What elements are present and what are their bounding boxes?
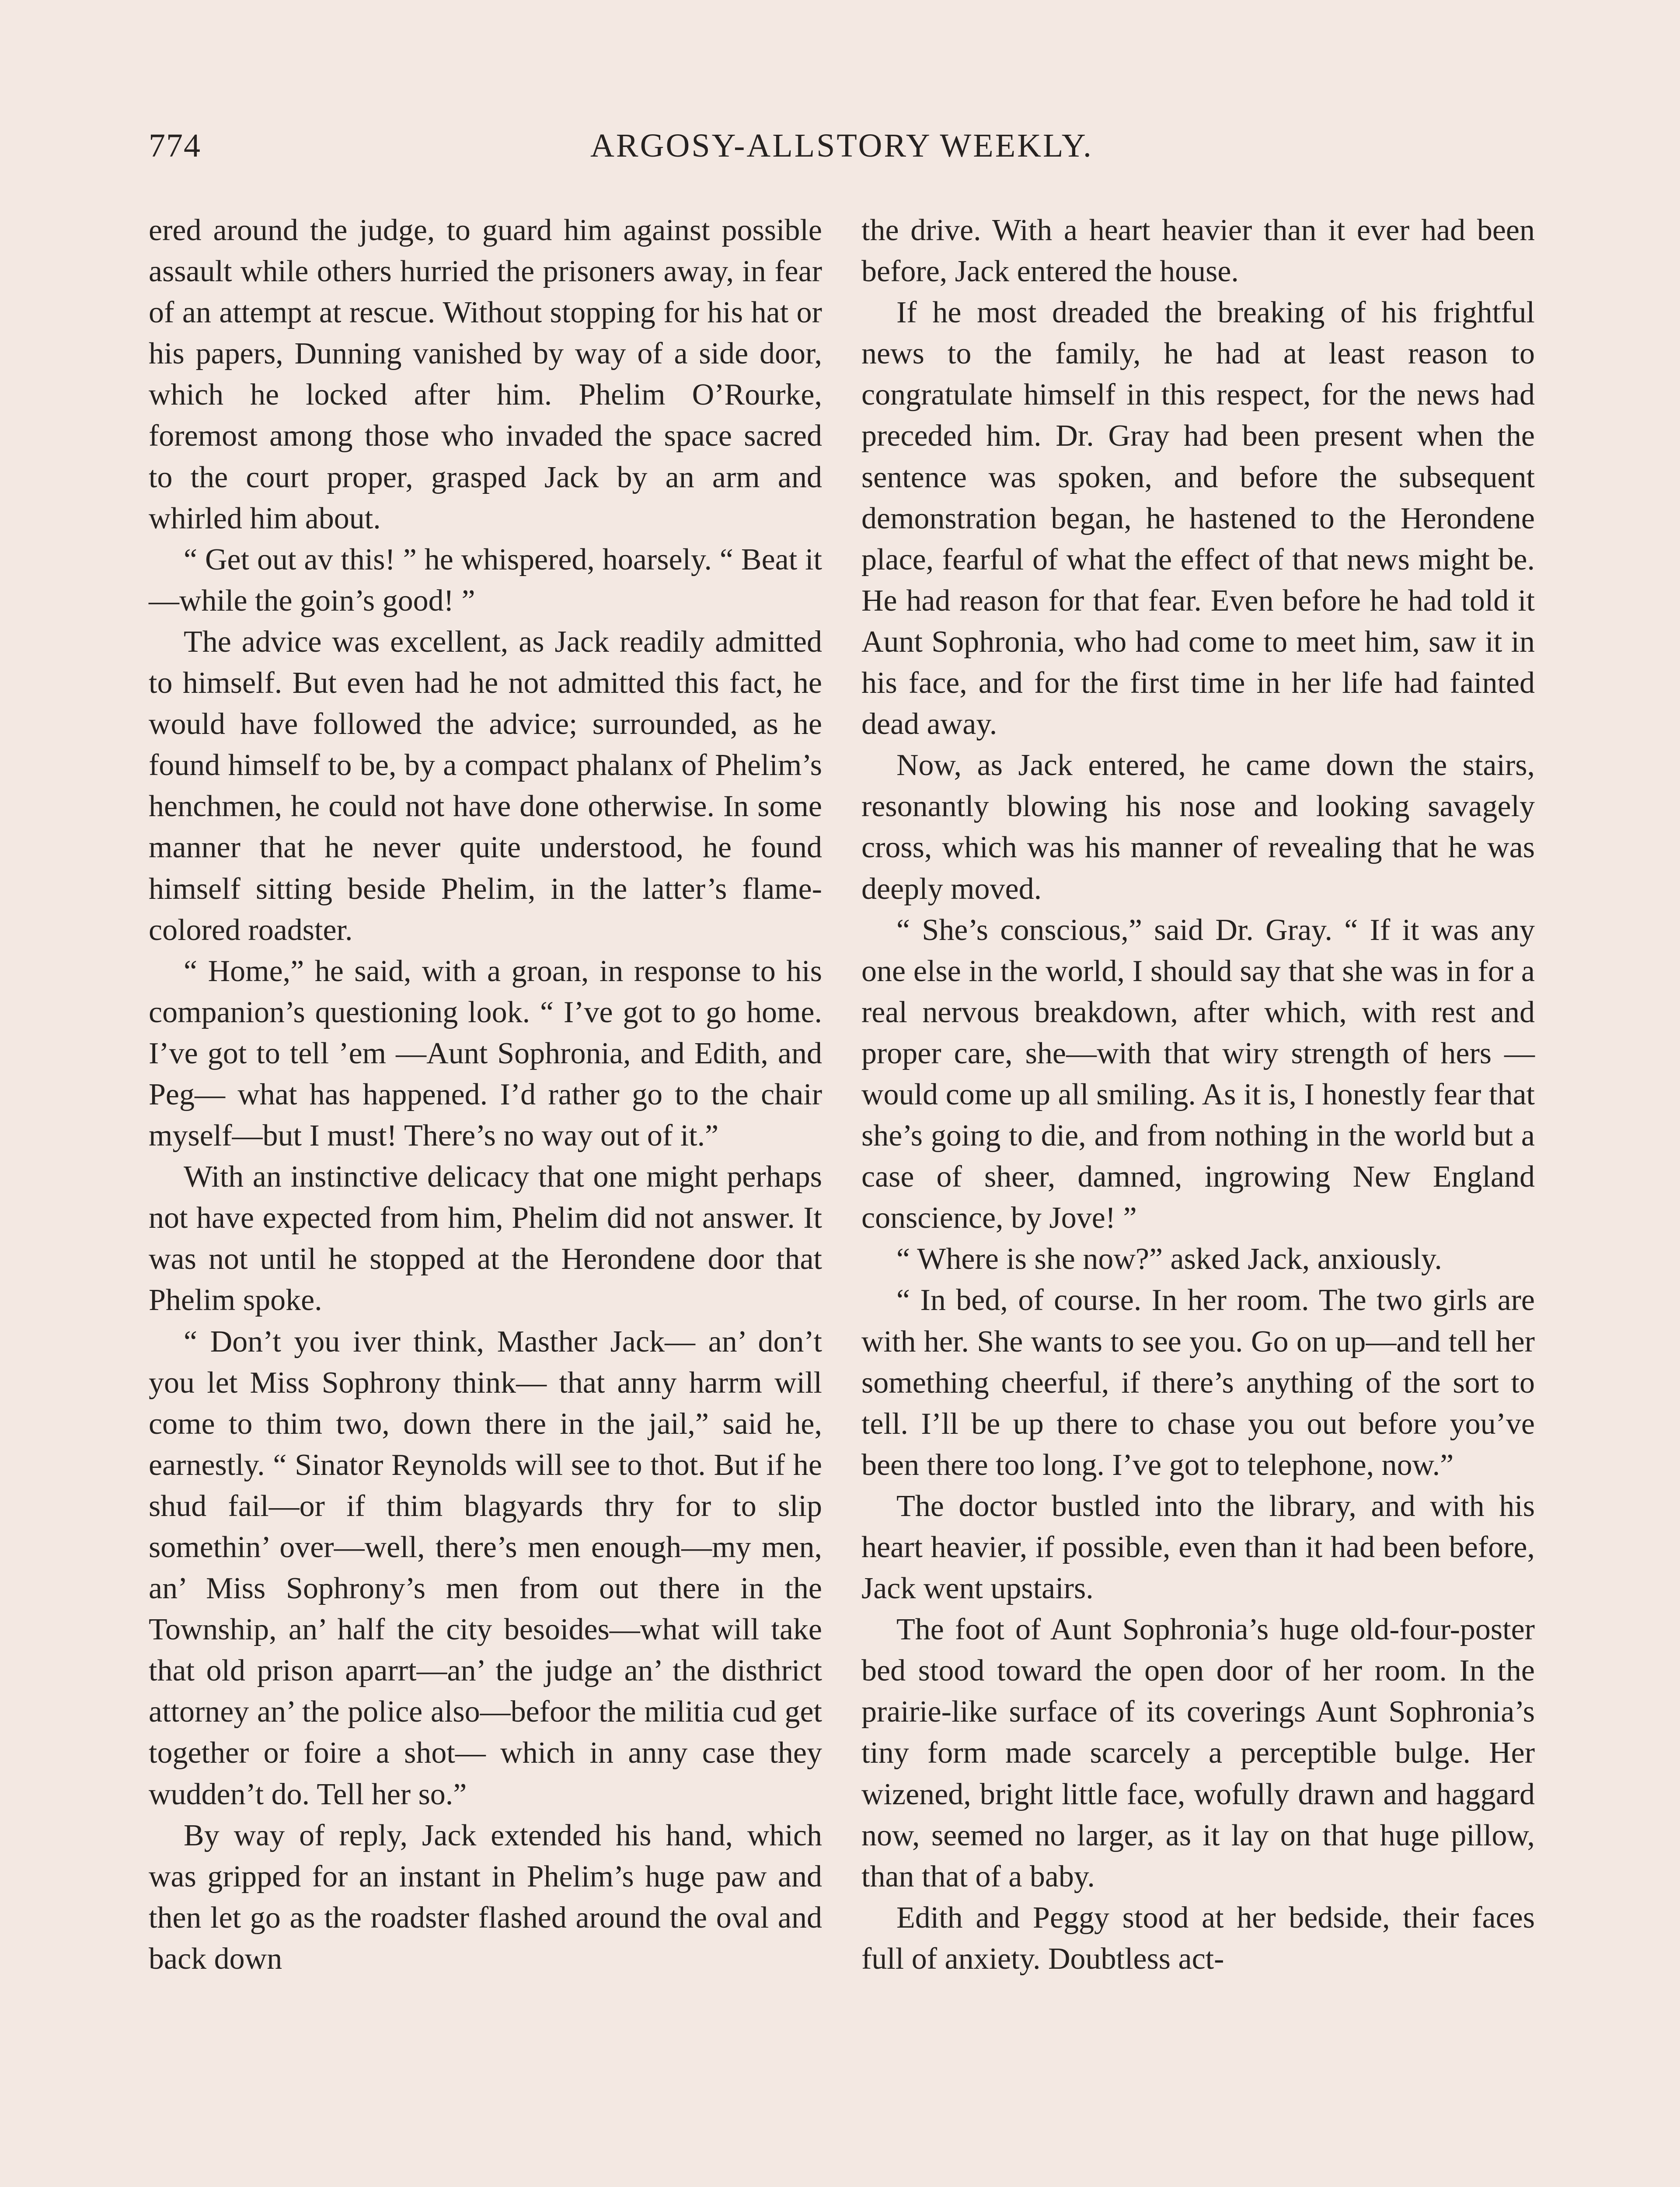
paragraph: With an instinctive delicacy that one might perhaps not have expected from him, Phelim did not answer. It was not until he stopped at the Herondene door that Phelim spoke.	[149, 1160, 822, 1317]
paragraph: ered around the judge, to guard him against possible assault while others hurried the prisoners away, in fear of an attempt at rescue. Without stopping for his hat or his papers, Dunning vanished by way of a side door, which he locked after him. Phelim O’Rourke, foremost among those who invaded the space sacred to the court proper, grasped Jack by an arm and whirled him about.	[149, 213, 822, 535]
paragraph: “ Get out av this! ” he whispered, hoarsely. “ Beat it—while the goin’s good! ”	[149, 542, 822, 618]
paragraph: Now, as Jack entered, he came down the stairs, resonantly blowing his nose and looking savagely cross, which was his manner of revealing that he was deeply moved.	[861, 748, 1535, 906]
paragraph: “ Where is she now?” asked Jack, anxiously.	[896, 1242, 1442, 1276]
paragraph: “ Home,” he said, with a groan, in response to his companion’s questioning look. “ I’ve got to go home. I’ve got to tell ’em —Aunt Sophronia, and Edith, and Peg— what has happened. I’d rather go to the chair myself—but I must! There’s no way out of it.”	[149, 954, 822, 1153]
paragraph: the drive. With a heart heavier than it ever had been before, Jack entered the house.	[861, 213, 1535, 289]
paragraph: The foot of Aunt Sophronia’s huge old-four-poster bed stood toward the open door of her room. In the prairie-like surface of its coverings Aunt Sophronia’s tiny form made scarcely a perceptible bulge. Her wizened, bright little face, wofully drawn and haggard now, seemed no larger, as it lay on that huge pillow, than that of a baby.	[861, 1613, 1535, 1894]
left-column	[149, 210, 822, 1980]
paragraph: The advice was excellent, as Jack readily admitted to himself. But even had he not admitted this fact, he would have followed the advice; surrounded, as he found himself to be, by a compact phalanx of Phelim’s henchmen, he could not have done otherwise. In some manner that he never quite understood, he found himself sitting beside Phelim, in the latter’s flame-colored roadster.	[149, 625, 822, 947]
paragraph: The doctor bustled into the library, and with his heart heavier, if possible, even than it had been before, Jack went upstairs.	[861, 1489, 1535, 1606]
running-title: ARGOSY-ALLSTORY WEEKLY.	[590, 127, 1093, 164]
paragraph: If he most dreaded the breaking of his frightful news to the family, he had at least reason to congratulate himself in this respect, for the news had preceded him. Dr. Gray had been present when the sentence was spoken, and before the subsequent demonstration began, he hastened to the Herondene place, fearful of what the effect of that news might be. He had reason for that fear. Even before he had told it Aunt Sophronia, who had come to meet him, saw it in his face, and for the first time in her life had fainted dead away.	[861, 296, 1535, 741]
page-header	[149, 127, 1535, 179]
right-column	[861, 210, 1535, 1980]
paragraph: “ Don’t you iver think, Masther Jack— an’ don’t you let Miss Sophrony think— that anny harrm will come to thim two, down there in the jail,” said he, earnestly. “ Sinator Reynolds will see to thot. But if he shud fail—or if thim blagyards thry for to slip somethin’ over—well, there’s men enough—my men, an’ Miss Sophrony’s men from out there in the Township, an’ half the city besoides—what will take that old prison aparrt—an’ the judge an’ the disthrict attorney an’ the police also—befoor the militia cud get together or foire a shot— which in anny case they wudden’t do. Tell her so.”	[149, 1324, 822, 1811]
paragraph: Edith and Peggy stood at her bedside, their faces full of anxiety. Doubtless act-	[861, 1901, 1535, 1976]
page-number: 774	[149, 127, 201, 164]
paragraph: “ She’s conscious,” said Dr. Gray. “ If it was any one else in the world, I should say that she was in for a real nervous breakdown, after which, with rest and proper care, she—with that wiry strength of hers —would come up all smiling. As it is, I honestly fear that she’s going to die, and from nothing in the world but a case of sheer, damned, ingrowing New England conscience, by Jove! ”	[861, 913, 1535, 1235]
paragraph: By way of reply, Jack extended his hand, which was gripped for an instant in Phelim’s huge paw and then let go as the roadster flashed around the oval and back down	[149, 1818, 822, 1976]
paragraph: “ In bed, of course. In her room. The two girls are with her. She wants to see you. Go on up—and tell her something cheerful, if there’s anything of the sort to tell. I’ll be up there to chase you out before you’ve been there too long. I’ve got to telephone, now.”	[861, 1283, 1535, 1482]
